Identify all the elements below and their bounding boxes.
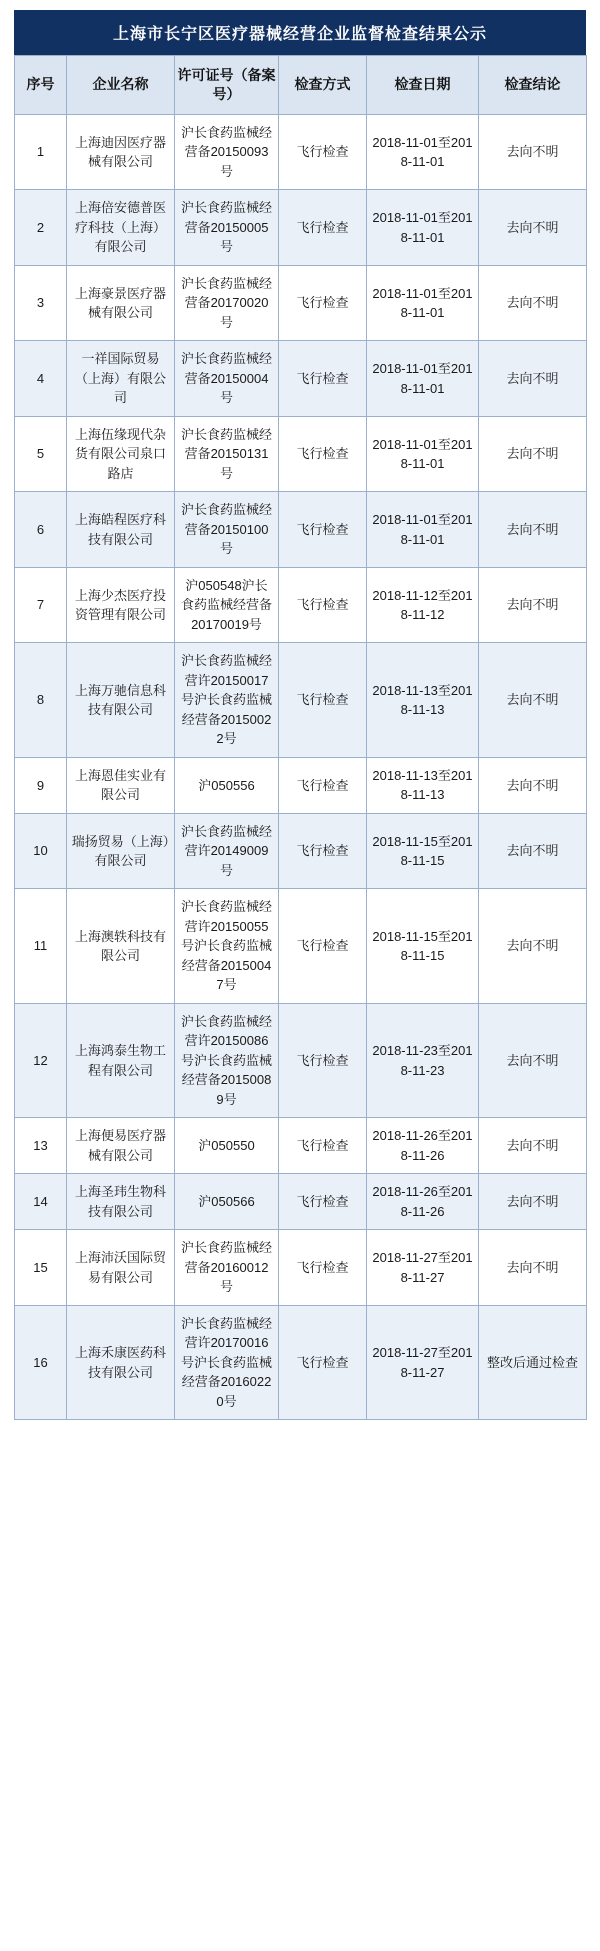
cell-method: 飞行检查 bbox=[279, 492, 367, 568]
cell-date: 2018-11-01至2018-11-01 bbox=[367, 265, 479, 341]
cell-license: 沪长食药监械经营许20150055号沪长食药监械经营备20150047号 bbox=[175, 889, 279, 1004]
cell-result: 去向不明 bbox=[479, 1230, 587, 1306]
cell-index: 16 bbox=[15, 1305, 67, 1420]
cell-result: 去向不明 bbox=[479, 889, 587, 1004]
cell-company: 上海禾康医药科技有限公司 bbox=[67, 1305, 175, 1420]
cell-index: 14 bbox=[15, 1174, 67, 1230]
cell-method: 飞行检查 bbox=[279, 190, 367, 266]
cell-date: 2018-11-01至2018-11-01 bbox=[367, 341, 479, 417]
cell-result: 去向不明 bbox=[479, 1003, 587, 1118]
cell-result: 去向不明 bbox=[479, 190, 587, 266]
table-row bbox=[15, 416, 587, 492]
column-header-method: 检查方式 bbox=[279, 56, 367, 115]
table-row bbox=[15, 190, 587, 266]
cell-license: 沪长食药监械经营备20150100号 bbox=[175, 492, 279, 568]
table-row bbox=[15, 341, 587, 417]
cell-company: 上海迪因医疗器械有限公司 bbox=[67, 114, 175, 190]
table-row bbox=[15, 889, 587, 1004]
cell-company: 一祥国际贸易（上海）有限公司 bbox=[67, 341, 175, 417]
cell-index: 3 bbox=[15, 265, 67, 341]
cell-license: 沪长食药监械经营许20170016号沪长食药监械经营备20160220号 bbox=[175, 1305, 279, 1420]
cell-date: 2018-11-01至2018-11-01 bbox=[367, 114, 479, 190]
cell-date: 2018-11-23至2018-11-23 bbox=[367, 1003, 479, 1118]
column-header-company: 企业名称 bbox=[67, 56, 175, 115]
cell-license: 沪长食药监械经营备20150093号 bbox=[175, 114, 279, 190]
cell-index: 12 bbox=[15, 1003, 67, 1118]
cell-method: 飞行检查 bbox=[279, 889, 367, 1004]
cell-date: 2018-11-13至2018-11-13 bbox=[367, 643, 479, 758]
cell-date: 2018-11-27至2018-11-27 bbox=[367, 1230, 479, 1306]
cell-method: 飞行检查 bbox=[279, 643, 367, 758]
table-header-row bbox=[15, 56, 587, 115]
cell-company: 上海伍缘现代杂货有限公司泉口路店 bbox=[67, 416, 175, 492]
cell-index: 11 bbox=[15, 889, 67, 1004]
cell-license: 沪050556 bbox=[175, 757, 279, 813]
cell-result: 去向不明 bbox=[479, 813, 587, 889]
cell-date: 2018-11-27至2018-11-27 bbox=[367, 1305, 479, 1420]
cell-index: 13 bbox=[15, 1118, 67, 1174]
table-row bbox=[15, 643, 587, 758]
column-header-license: 许可证号（备案号） bbox=[175, 56, 279, 115]
cell-result: 去向不明 bbox=[479, 1118, 587, 1174]
cell-index: 10 bbox=[15, 813, 67, 889]
cell-date: 2018-11-01至2018-11-01 bbox=[367, 190, 479, 266]
cell-company: 上海沛沃国际贸易有限公司 bbox=[67, 1230, 175, 1306]
cell-company: 上海少杰医疗投资管理有限公司 bbox=[67, 567, 175, 643]
cell-method: 飞行检查 bbox=[279, 114, 367, 190]
cell-result: 去向不明 bbox=[479, 265, 587, 341]
cell-result: 去向不明 bbox=[479, 492, 587, 568]
cell-company: 上海圣玮生物科技有限公司 bbox=[67, 1174, 175, 1230]
cell-license: 沪050550 bbox=[175, 1118, 279, 1174]
table-body bbox=[15, 114, 587, 1420]
cell-method: 飞行检查 bbox=[279, 757, 367, 813]
cell-license: 沪长食药监械经营许20150017号沪长食药监械经营备20150022号 bbox=[175, 643, 279, 758]
cell-method: 飞行检查 bbox=[279, 1003, 367, 1118]
cell-date: 2018-11-15至2018-11-15 bbox=[367, 813, 479, 889]
cell-result: 去向不明 bbox=[479, 757, 587, 813]
cell-method: 飞行检查 bbox=[279, 265, 367, 341]
cell-license: 沪050566 bbox=[175, 1174, 279, 1230]
cell-method: 飞行检查 bbox=[279, 1118, 367, 1174]
table-row bbox=[15, 114, 587, 190]
cell-result: 整改后通过检查 bbox=[479, 1305, 587, 1420]
cell-company: 上海便易医疗器械有限公司 bbox=[67, 1118, 175, 1174]
cell-license: 沪长食药监械经营备20150005号 bbox=[175, 190, 279, 266]
cell-date: 2018-11-01至2018-11-01 bbox=[367, 492, 479, 568]
cell-date: 2018-11-26至2018-11-26 bbox=[367, 1174, 479, 1230]
cell-company: 上海万驰信息科技有限公司 bbox=[67, 643, 175, 758]
table-row bbox=[15, 492, 587, 568]
cell-date: 2018-11-01至2018-11-01 bbox=[367, 416, 479, 492]
table-row bbox=[15, 265, 587, 341]
cell-method: 飞行检查 bbox=[279, 1305, 367, 1420]
cell-company: 上海鸿泰生物工程有限公司 bbox=[67, 1003, 175, 1118]
cell-company: 上海澳轶科技有限公司 bbox=[67, 889, 175, 1004]
cell-result: 去向不明 bbox=[479, 643, 587, 758]
cell-method: 飞行检查 bbox=[279, 416, 367, 492]
cell-result: 去向不明 bbox=[479, 114, 587, 190]
cell-license: 沪长食药监械经营许20149009号 bbox=[175, 813, 279, 889]
column-header-index: 序号 bbox=[15, 56, 67, 115]
table-row bbox=[15, 1174, 587, 1230]
cell-index: 9 bbox=[15, 757, 67, 813]
cell-method: 飞行检查 bbox=[279, 341, 367, 417]
cell-method: 飞行检查 bbox=[279, 1230, 367, 1306]
cell-index: 2 bbox=[15, 190, 67, 266]
cell-license: 沪长食药监械经营备20160012号 bbox=[175, 1230, 279, 1306]
cell-license: 沪长食药监械经营许20150086号沪长食药监械经营备20150089号 bbox=[175, 1003, 279, 1118]
cell-index: 4 bbox=[15, 341, 67, 417]
cell-index: 1 bbox=[15, 114, 67, 190]
inspection-results-table bbox=[14, 55, 587, 1420]
cell-result: 去向不明 bbox=[479, 341, 587, 417]
cell-date: 2018-11-12至2018-11-12 bbox=[367, 567, 479, 643]
table-row bbox=[15, 567, 587, 643]
cell-company: 上海豪景医疗器械有限公司 bbox=[67, 265, 175, 341]
cell-license: 沪长食药监械经营备20170020号 bbox=[175, 265, 279, 341]
cell-company: 瑞扬贸易（上海）有限公司 bbox=[67, 813, 175, 889]
cell-company: 上海皓程医疗科技有限公司 bbox=[67, 492, 175, 568]
cell-result: 去向不明 bbox=[479, 1174, 587, 1230]
table-row bbox=[15, 1003, 587, 1118]
cell-index: 8 bbox=[15, 643, 67, 758]
cell-date: 2018-11-15至2018-11-15 bbox=[367, 889, 479, 1004]
page-title: 上海市长宁区医疗器械经营企业监督检查结果公示 bbox=[14, 10, 586, 55]
cell-index: 7 bbox=[15, 567, 67, 643]
cell-date: 2018-11-26至2018-11-26 bbox=[367, 1118, 479, 1174]
cell-company: 上海恩佳实业有限公司 bbox=[67, 757, 175, 813]
cell-index: 15 bbox=[15, 1230, 67, 1306]
cell-method: 飞行检查 bbox=[279, 1174, 367, 1230]
cell-index: 6 bbox=[15, 492, 67, 568]
table-row bbox=[15, 813, 587, 889]
table-row bbox=[15, 1305, 587, 1420]
table-row bbox=[15, 757, 587, 813]
column-header-result: 检查结论 bbox=[479, 56, 587, 115]
cell-method: 飞行检查 bbox=[279, 813, 367, 889]
cell-index: 5 bbox=[15, 416, 67, 492]
column-header-date: 检查日期 bbox=[367, 56, 479, 115]
cell-license: 沪长食药监械经营备20150004号 bbox=[175, 341, 279, 417]
table-row bbox=[15, 1118, 587, 1174]
table-row bbox=[15, 1230, 587, 1306]
cell-license: 沪050548沪长食药监械经营备20170019号 bbox=[175, 567, 279, 643]
cell-result: 去向不明 bbox=[479, 416, 587, 492]
cell-method: 飞行检查 bbox=[279, 567, 367, 643]
cell-company: 上海倍安德普医疗科技（上海）有限公司 bbox=[67, 190, 175, 266]
cell-license: 沪长食药监械经营备20150131号 bbox=[175, 416, 279, 492]
cell-date: 2018-11-13至2018-11-13 bbox=[367, 757, 479, 813]
cell-result: 去向不明 bbox=[479, 567, 587, 643]
